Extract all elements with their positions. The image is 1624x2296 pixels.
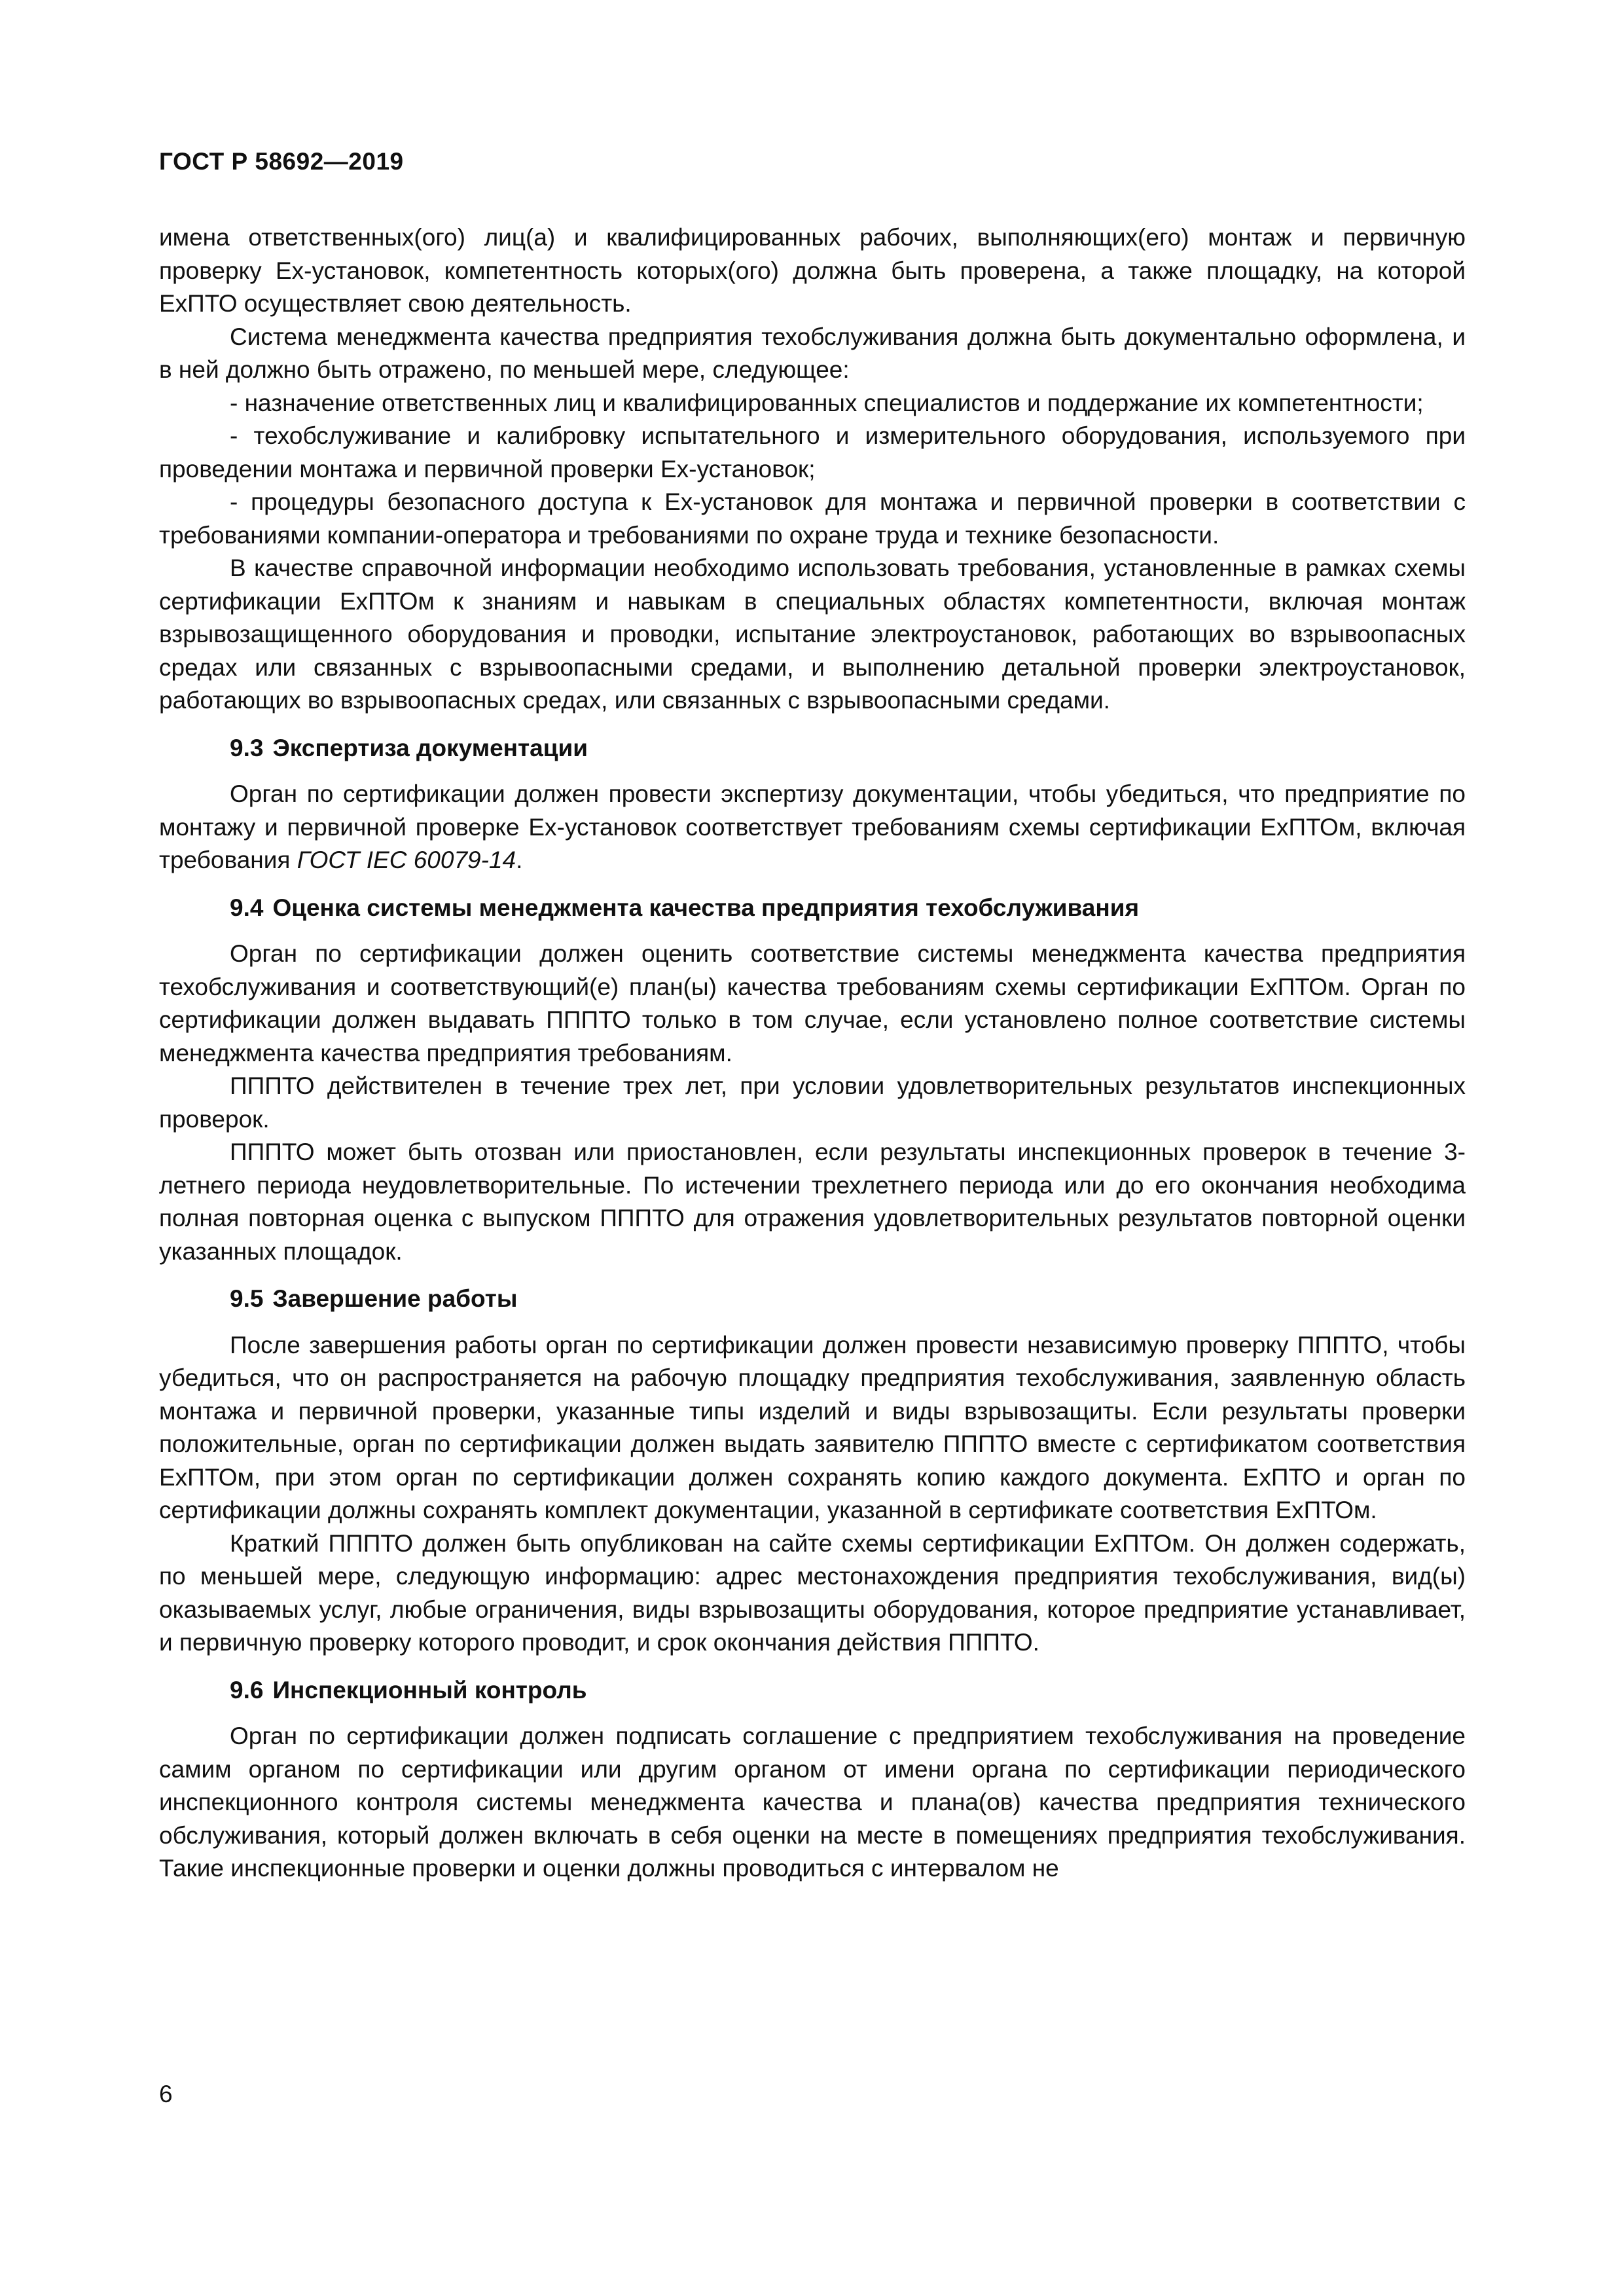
section-number: 9.5 [230, 1285, 264, 1312]
paragraph: Краткий ПППТО должен быть опубликован на сайте схемы сертификации ЕхПТОм. Он должен содержать, по меньшей мере, следующую информацию: адрес местонахождения предприятия техобслуживания, вид(ы) оказываемых услуг, любые ограничения, виды взрывозащиты оборудования, которое предприятие устанавливает, и первичную проверку которого проводит, и срок окончания действия ПППТО. [159, 1529, 1466, 1656]
section-number: 9.4 [230, 894, 264, 921]
standard-reference: ГОСТ IEC 60079-14 [297, 847, 516, 873]
paragraph: ПППТО может быть отозван или приостановлен, если результаты инспекционных проверок в течение 3-летнего периода неудовлетворительные. По истечении трехлетнего периода или до его окончания необходима полная повторная оценка с выпуском ПППТО для отражения удовлетворительных результатов повторной оценки указанных площадок. [159, 1139, 1466, 1265]
list-item: - техобслуживание и калибровку испытательного и измерительного оборудования, используемого при проведении монтажа и первичной проверки Ех-установок; [159, 422, 1466, 483]
paragraph: В качестве справочной информации необходимо использовать требования, установленные в рамках схемы сертификации ЕхПТОм к знаниям и навыкам в специальных областях компетентности, включая монтаж взрывозащищенного оборудования и проводки, испытание электроустановок, работающих во взрывоопасных средах или связанных с взрывоопасными средами, и выполнению детальной проверки электроустановок, работающих во взрывоопасных средах, или связанных с взрывоопасными средами. [159, 555, 1466, 714]
paragraph [159, 778, 1466, 877]
section-heading-9-4 [159, 892, 1466, 925]
section-heading-9-3 [159, 732, 1466, 765]
paragraph: Система менеджмента качества предприятия техобслуживания должна быть документально оформлена, и в ней должно быть отражено, по меньшей мере, следующее: [159, 323, 1466, 383]
section-title: Экспертиза документации [272, 734, 588, 761]
document-body [159, 221, 1466, 1886]
page-number: 6 [159, 2081, 173, 2107]
section-number: 9.3 [230, 734, 264, 761]
document-code-header: ГОСТ Р 58692—2019 [159, 148, 404, 175]
section-number: 9.6 [230, 1676, 264, 1704]
paragraph: Орган по сертификации должен подписать соглашение с предприятием техобслуживания на проведение самим органом по сертификации или другим органом от имени органа по сертификации периодического инспекционного контроля системы менеджмента качества и плана(ов) качества предприятия технического обслуживания, который должен включать в себя оценки на месте в помещениях предприятия техобслуживания. Такие инспекционные проверки и оценки должны проводиться с интервалом не [159, 1722, 1466, 1882]
paragraph: имена ответственных(ого) лиц(а) и квалифицированных рабочих, выполняющих(его) монтаж и первичную проверку Ех-установок, компетентность которых(ого) должна быть проверена, а также площадку, на которой ЕхПТО осуществляет свою деятельность. [159, 224, 1466, 317]
section-title: Завершение работы [272, 1285, 518, 1312]
list-item: - процедуры безопасного доступа к Ех-установок для монтажа и первичной проверки в соответствии с требованиями компании-оператора и требованиями по охране труда и технике безопасности. [159, 488, 1466, 549]
section-heading-9-5 [159, 1283, 1466, 1316]
paragraph: После завершения работы орган по сертификации должен провести независимую проверку ПППТО, чтобы убедиться, что он распространяется на рабочую площадку предприятия техобслуживания, заявленную область монтажа и первичной проверки, указанные типы изделий и виды взрывозащиты. Если результаты проверки положительные, орган по сертификации должен выдать заявителю ПППТО вместе с сертификатом соответствия ЕхПТОм, при этом орган по сертификации должен сохранять копию каждого документа. ЕхПТО и орган по сертификации должны сохранять комплект документации, указанной в сертификате соответствия ЕхПТОм. [159, 1331, 1466, 1523]
list-item: - назначение ответственных лиц и квалифицированных специалистов и поддержание их компетентности; [230, 389, 1424, 416]
paragraph-end: . [516, 847, 523, 873]
paragraph: ПППТО действителен в течение трех лет, при условии удовлетворительных результатов инспекционных проверок. [159, 1072, 1466, 1133]
paragraph: Орган по сертификации должен оценить соответствие системы менеджмента качества предприятия техобслуживания и соответствующий(е) план(ы) качества требованиям схемы сертификации ЕхПТОм. Орган по сертификации должен выдавать ПППТО только в том случае, если установлено полное соответствие системы менеджмента качества предприятия требованиям. [159, 940, 1466, 1066]
paragraph-text: Орган по сертификации должен провести экспертизу документации, чтобы убедиться, что предприятие по монтажу и первичной проверке Ех-установок соответствует требованиям схемы сертификации ЕхПТОм, включая требования [159, 780, 1466, 873]
section-title: Инспекционный контроль [272, 1676, 587, 1704]
section-heading-9-6 [159, 1674, 1466, 1707]
section-title: Оценка системы менеджмента качества предприятия техобслуживания [272, 894, 1140, 921]
